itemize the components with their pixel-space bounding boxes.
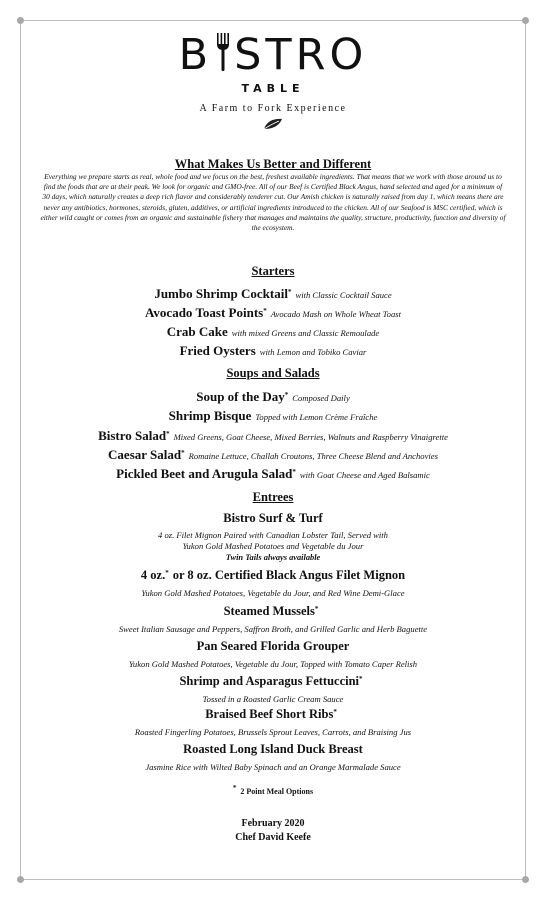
item-description: Composed Daily [292, 393, 350, 403]
item-name: Soup of the Day [196, 389, 285, 404]
item-description: Sweet Italian Sausage and Peppers, Saffron Broth, and Grilled Garlic and Herb Baguette [118, 624, 428, 634]
item-name: Jumbo Shrimp Cocktail [154, 286, 288, 301]
menu-item [0, 446, 546, 464]
item-description: with Classic Cocktail Sauce [295, 290, 392, 300]
star-marker: * [181, 449, 185, 457]
star-marker: * [166, 430, 170, 438]
item-description: Mixed Greens, Goat Cheese, Mixed Berries, Walnuts and Raspberry Vinaigrette [173, 432, 448, 442]
item-description: Yukon Gold Mashed Potatoes, Vegetable du Jour, and Red Wine Demi-Glace [141, 588, 405, 598]
entree-description [0, 583, 546, 601]
star-marker: * [232, 784, 237, 792]
corner-dot [522, 876, 529, 883]
star-marker: * [314, 605, 319, 613]
item-note: Twin Tails always available [225, 553, 321, 562]
tagline: A Farm to Fork Experience [199, 103, 347, 114]
star-marker: * [284, 391, 289, 399]
menu-item [0, 427, 546, 445]
item-name: Roasted Long Island Duck Breast [183, 742, 363, 756]
entree-name [0, 566, 546, 584]
item-description: 4 oz. Filet Mignon Paired with Canadian Lobster Tail, Served with [158, 530, 388, 540]
logo-wordmark [0, 32, 546, 78]
item-name: Shrimp and Asparagus Fettuccini [179, 674, 360, 688]
logo-subtitle: TABLE [241, 82, 305, 95]
item-name: Avocado Toast Points [145, 305, 264, 320]
about-paragraph: Everything we prepare starts as real, whole food and we focus on the best, freshest available ingredients. That means that we work with those around us to find the foods that are at their peak. We look for organic and GMO-free. All of our Beef is Certified Black Angus, hand selected and aged for a minimum of 30 days, which naturally creates a deep rich flavor and considerably tenderer cut. Our Amish chicken is naturally raised from day 1, which means there are never any antibiotics, hormones, steroids, gluten, additives, or artificial ingredients introduced to the chicken. All of our Seafood is MSC certified, which is either wild caught or comes from an organic and sustainable fishery that manages and maintains the quality, structure, productivity, function and diversity of the ecosystem. [40, 172, 506, 233]
corner-dot [17, 876, 24, 883]
item-name: 4 oz. [140, 568, 166, 582]
item-description: with Lemon and Tobiko Caviar [259, 347, 367, 357]
entree-description [0, 757, 546, 775]
menu-item [0, 465, 546, 483]
item-name: Shrimp Bisque [168, 408, 252, 423]
corner-dot [17, 17, 24, 24]
star-marker: * [287, 288, 292, 296]
entree-description [0, 722, 546, 740]
corner-dot [522, 17, 529, 24]
item-name: Crab Cake [166, 324, 228, 339]
item-description: Avocado Mash on Whole Wheat Toast [270, 309, 401, 319]
item-description: Topped with Lemon Crème Fraîche [255, 412, 378, 422]
item-description: Tossed in a Roasted Garlic Cream Sauce [202, 694, 344, 704]
entree-name [0, 705, 546, 723]
entree-name [0, 740, 546, 758]
star-marker: * [165, 569, 169, 577]
chef-name [0, 827, 546, 845]
note-text: 2 Point Meal Options [240, 787, 314, 796]
entree-name [0, 602, 546, 620]
leaf-icon [262, 117, 284, 131]
about-title: What Makes Us Better and Different [174, 157, 372, 171]
chef-text: Chef David Keefe [235, 832, 311, 843]
star-marker: * [292, 468, 296, 476]
entree-name [0, 672, 546, 690]
menu-item [0, 342, 546, 360]
entree-name [0, 637, 546, 655]
item-description: with mixed Greens and Classic Remoulade [231, 328, 380, 338]
item-description: Romaine Lettuce, Challah Croutons, Three Cheese Blend and Anchovies [188, 451, 438, 461]
menu-item [0, 304, 546, 322]
item-name: Pickled Beet and Arugula Salad [116, 466, 293, 481]
item-description: Jasmine Rice with Wilted Baby Spinach and an Orange Marmalade Sauce [145, 762, 401, 772]
entree-description [0, 619, 546, 637]
soups-title: Soups and Salads [226, 366, 320, 380]
item-description: Roasted Fingerling Potatoes, Brussels Sprout Leaves, Carrots, and Braising Jus [134, 727, 412, 737]
entree-note [0, 547, 546, 565]
fork-icon [214, 33, 232, 71]
item-description: Yukon Gold Mashed Potatoes and Vegetable du Jour [182, 541, 364, 551]
item-description: Yukon Gold Mashed Potatoes, Vegetable du Jour, Topped with Tomato Caper Relish [128, 659, 418, 669]
item-name: or 8 oz. Certified Black Angus Filet Mignon [172, 568, 406, 582]
item-name: Caesar Salad [108, 447, 182, 462]
item-name: Pan Seared Florida Grouper [196, 639, 350, 653]
item-name: Fried Oysters [179, 343, 256, 358]
menu-item [0, 388, 546, 406]
item-name: Braised Beef Short Ribs [205, 707, 334, 721]
star-marker: * [359, 675, 363, 683]
item-name: Bistro Salad [98, 428, 167, 443]
logo-letter: B [178, 30, 213, 80]
star-marker: * [263, 307, 267, 315]
menu-item [0, 285, 546, 303]
restaurant-logo [0, 32, 546, 135]
menu-item [0, 323, 546, 341]
entrees-title: Entrees [252, 490, 294, 504]
item-description: with Goat Cheese and Aged Balsamic [299, 470, 430, 480]
date-text: February 2020 [241, 818, 305, 829]
logo-letters: STRO [234, 30, 368, 80]
starters-title: Starters [251, 264, 295, 278]
item-name: Bistro Surf & Turf [223, 511, 323, 525]
item-name: Steamed Mussels [223, 604, 315, 618]
star-marker: * [333, 708, 337, 716]
menu-item [0, 407, 546, 425]
entree-description [0, 654, 546, 672]
point-meal-note [0, 781, 546, 799]
